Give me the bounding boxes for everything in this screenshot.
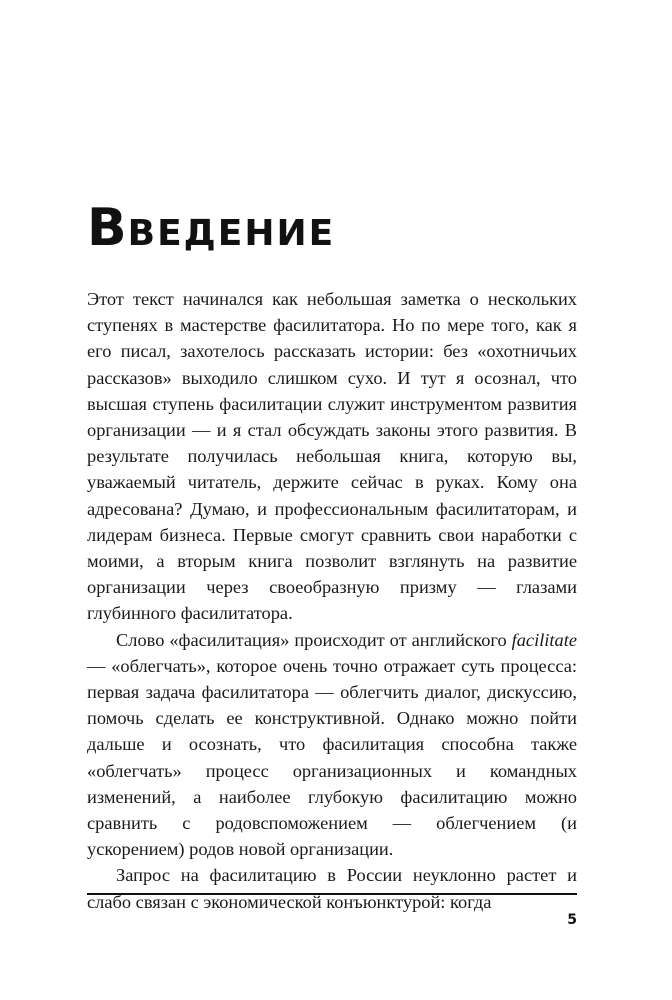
paragraph-3: Запрос на фасилитацию в России неуклонно растет и слабо связан с экономической конъюнктурой: когда (87, 865, 577, 912)
paragraph-1: Этот текст начинался как небольшая заметка о нескольких ступенях в мастерстве фасилитатора. Но по мере того, как я его писал, захотелось рассказать истории: без «охотничьих рассказов» выходило слишком сухо. И тут я осознал, что высшая ступень фасилитации служит инструментом развития организации — и я стал обсуждать законы этого развития. В результате получилась небольшая книга, которую вы, уважаемый читатель, держите сейчас в руках. Кому она адресована? Думаю, и профессиональным фасилитаторам, и лидерам бизнеса. Первые смогут сравнить свои наработки с моими, а вторым книга позволит взглянуть на развитие организации через своеобразную призму — глазами глубинного фасилитатора. (87, 289, 577, 624)
paragraph-2-rest: — «облегчать», которое очень точно отражает суть процесса: первая задача фасилитатора — облегчить диалог, дискуссию, помочь сделать ее конструктивной. Однако можно пойти дальше и осознать, что фасилитация способна также «облегчать» процесс организационных и командных изменений, а наиболее глубокую фасилитацию можно сравнить с родовспоможением — облегчением (и ускорением) родов новой организации. (87, 655, 577, 860)
chapter-title-rest: ВЕДЕНИЕ (127, 213, 336, 254)
paragraph-2-lead: Слово «фасилитация» происходит от английского (116, 629, 512, 650)
footer-rule (87, 893, 577, 895)
paragraph-2 (87, 627, 577, 863)
chapter-title-initial: В (87, 198, 128, 258)
chapter-title (87, 196, 335, 266)
body-text (87, 286, 577, 915)
paragraph-2-italic-term: facilitate (511, 629, 577, 650)
page-number: 5 (567, 912, 577, 928)
